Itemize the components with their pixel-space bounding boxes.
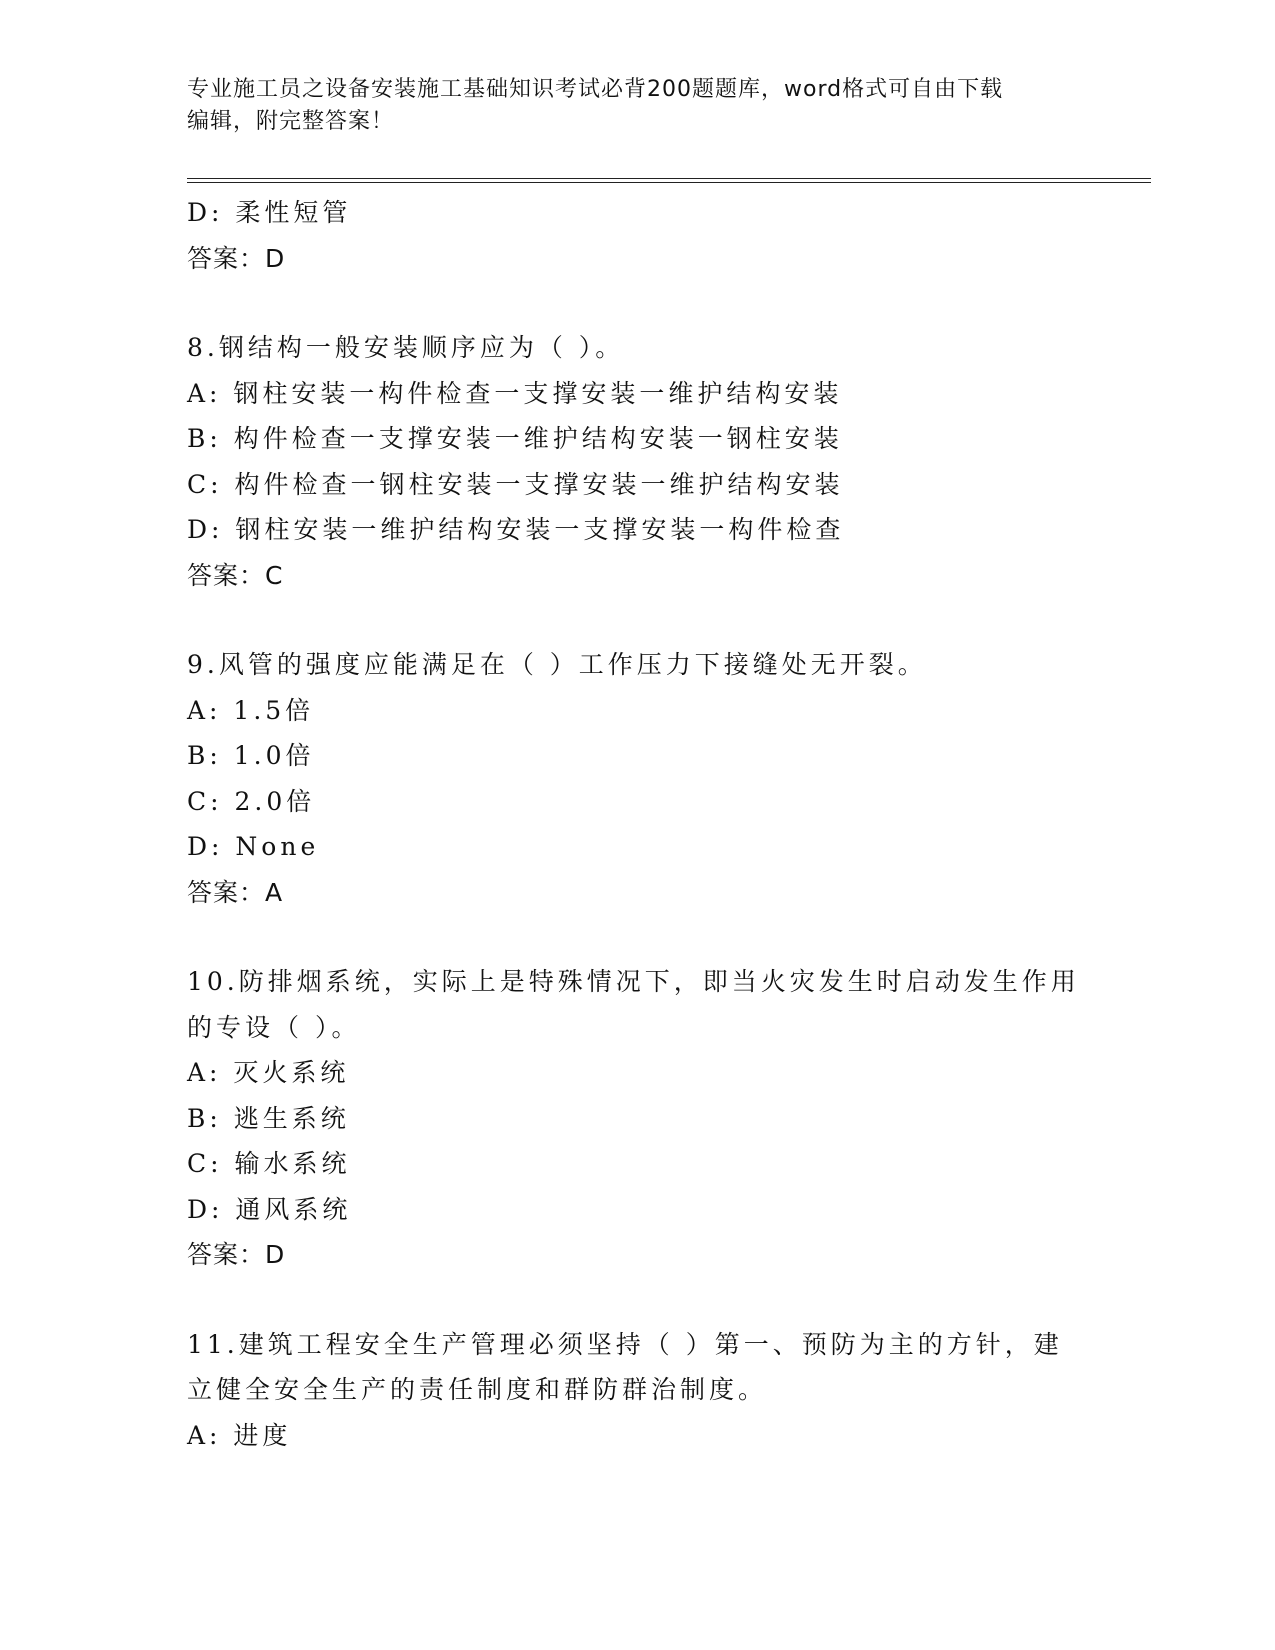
q10-answer: 答案：D	[187, 1240, 286, 1269]
q10-option-b: B: 逃生系统	[187, 1103, 350, 1133]
q11-stem-line-1: 11.建筑工程安全生产管理必须坚持（ ）第一、预防为主的方针，建	[187, 1329, 1063, 1359]
q8-answer: 答案：C	[187, 560, 284, 590]
q9-option-c: C: 2.0倍	[187, 786, 316, 816]
q11-stem-line-2: 立健全安全生产的责任制度和群防群治制度。	[187, 1375, 768, 1404]
prev-option-d: D: 柔性短管	[187, 198, 352, 227]
q8-option-d: D: 钢柱安装一维护结构安装一支撑安装一构件检查	[187, 515, 845, 544]
question-list	[187, 190, 1087, 1458]
q9-stem: 9.风管的强度应能满足在（ ）工作压力下接缝处无开裂。	[187, 650, 927, 679]
q9-option-a: A: 1.5倍	[187, 695, 315, 725]
q10-option-c: C: 输水系统	[187, 1149, 351, 1178]
prev-answer: 答案：D	[187, 243, 286, 273]
q11-option-a: A: 进度	[187, 1420, 292, 1450]
q8-stem: 8.钢结构一般安装顺序应为（ ）。	[187, 333, 625, 362]
q9-answer: 答案：A	[187, 877, 284, 907]
document-header	[187, 74, 1077, 138]
q9-option-b: B: 1.0倍	[187, 741, 315, 770]
header-line-2: 编辑，附完整答案！	[187, 109, 395, 134]
q8-option-b: B: 构件检查一支撑安装一维护结构安装一钢柱安装	[187, 424, 843, 453]
q10-option-d: D: 通风系统	[187, 1194, 352, 1224]
q8-option-a: A: 钢柱安装一构件检查一支撑安装一维护结构安装	[187, 378, 843, 408]
header-divider	[187, 178, 1151, 183]
header-line-1: 专业施工员之设备安装施工基础知识考试必背200题题库，word格式可自由下载	[187, 77, 1004, 102]
q10-stem-line-2: 的专设（ ）。	[187, 1012, 361, 1042]
q9-option-d: D: None	[187, 832, 320, 861]
q8-option-c: C: 构件检查一钢柱安装一支撑安装一维护结构安装	[187, 469, 844, 499]
q10-option-a: A: 灭火系统	[187, 1058, 350, 1087]
q10-stem-line-1: 10.防排烟系统，实际上是特殊情况下，即当火灾发生时启动发生作用	[187, 967, 1080, 996]
